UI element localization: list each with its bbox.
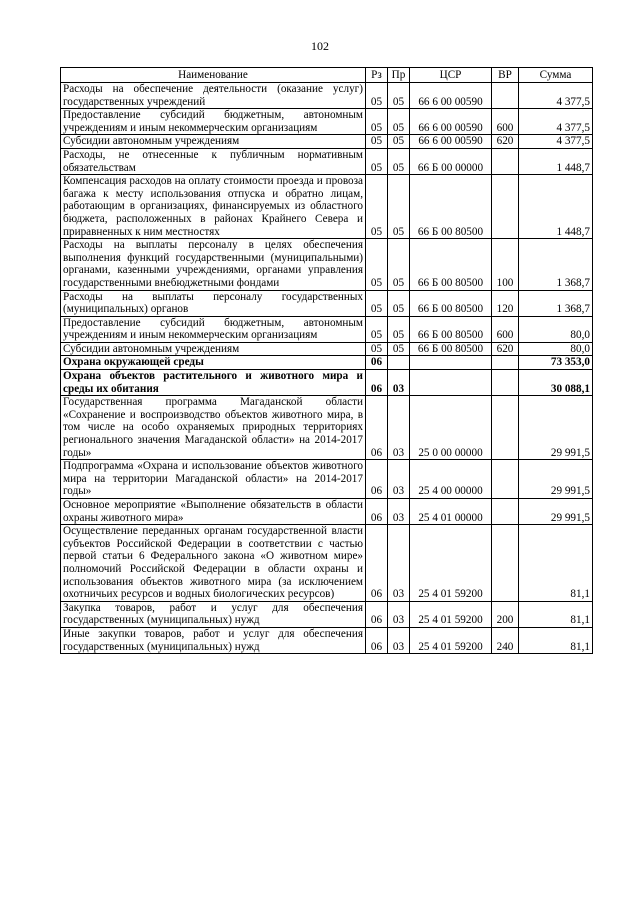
cell-vr <box>492 460 519 499</box>
cell-pr: 05 <box>388 175 410 239</box>
cell-pr: 03 <box>388 601 410 627</box>
header-pr: Пр <box>388 68 410 83</box>
page-number: 102 <box>311 39 329 53</box>
cell-sum: 29 991,5 <box>519 460 593 499</box>
table-row <box>61 460 593 499</box>
table-row <box>61 83 593 109</box>
table-row <box>61 627 593 653</box>
cell-name: Охрана объектов растительного и животного мира и среды их обитания <box>61 370 366 396</box>
cell-sum: 1 448,7 <box>519 175 593 239</box>
cell-name: Основное мероприятие «Выполнение обязательств в области охраны животного мира» <box>61 499 366 525</box>
cell-rz: 06 <box>366 460 388 499</box>
cell-csr: 66 Б 00 80500 <box>410 290 492 316</box>
cell-pr: 03 <box>388 627 410 653</box>
cell-csr: 25 4 01 59200 <box>410 627 492 653</box>
cell-rz: 06 <box>366 370 388 396</box>
table-row <box>61 601 593 627</box>
cell-rz: 05 <box>366 135 388 149</box>
cell-name: Осуществление переданных органам государственной власти субъектов Российской Федерации в соответствии с частью первой статьи 6 Федерального закона «О животном мире» полномочий Российской Федерации в области охраны и использования объектов животного мира (за исключением охотничьих ресурсов и водных биологических ресурсов) <box>61 525 366 602</box>
cell-name: Иные закупки товаров, работ и услуг для обеспечения государственных (муниципальных) нужд <box>61 627 366 653</box>
cell-name: Расходы на выплаты персоналу государственных (муниципальных) органов <box>61 290 366 316</box>
cell-sum: 73 353,0 <box>519 356 593 370</box>
cell-csr: 25 4 00 00000 <box>410 460 492 499</box>
cell-rz: 06 <box>366 601 388 627</box>
cell-pr: 03 <box>388 370 410 396</box>
cell-sum: 30 088,1 <box>519 370 593 396</box>
cell-vr: 120 <box>492 290 519 316</box>
cell-rz: 06 <box>366 627 388 653</box>
cell-sum: 81,1 <box>519 601 593 627</box>
cell-vr: 620 <box>492 135 519 149</box>
cell-pr: 03 <box>388 525 410 602</box>
table-row <box>61 239 593 290</box>
cell-csr: 66 6 00 00590 <box>410 135 492 149</box>
cell-sum: 81,1 <box>519 525 593 602</box>
cell-csr <box>410 356 492 370</box>
table-row <box>61 370 593 396</box>
cell-name: Компенсация расходов на оплату стоимости проезда и провоза багажа к месту использования отпуска и обратно лицам, работающим в организациях, финансируемых из областного бюджета, расположенных в районах Крайнего Севера и приравненных к ним местностях <box>61 175 366 239</box>
cell-pr: 03 <box>388 499 410 525</box>
cell-csr: 66 Б 00 80500 <box>410 239 492 290</box>
header-name: Наименование <box>61 68 366 83</box>
cell-name: Субсидии автономным учреждениям <box>61 135 366 149</box>
cell-sum: 81,1 <box>519 627 593 653</box>
cell-csr <box>410 370 492 396</box>
cell-name: Предоставление субсидий бюджетным, автономным учреждениям и иным некоммерческим организациям <box>61 316 366 342</box>
cell-vr: 200 <box>492 601 519 627</box>
cell-pr: 05 <box>388 316 410 342</box>
cell-pr <box>388 356 410 370</box>
cell-rz: 05 <box>366 148 388 174</box>
cell-sum: 4 377,5 <box>519 109 593 135</box>
cell-csr: 25 4 01 59200 <box>410 525 492 602</box>
cell-sum: 4 377,5 <box>519 135 593 149</box>
cell-name: Субсидии автономным учреждениям <box>61 342 366 356</box>
table-row <box>61 316 593 342</box>
cell-pr: 05 <box>388 109 410 135</box>
cell-vr: 100 <box>492 239 519 290</box>
cell-csr: 66 Б 00 80500 <box>410 175 492 239</box>
cell-csr: 25 4 01 00000 <box>410 499 492 525</box>
cell-name: Расходы, не отнесенные к публичным нормативным обязательствам <box>61 148 366 174</box>
cell-rz: 05 <box>366 316 388 342</box>
cell-pr: 05 <box>388 135 410 149</box>
cell-rz: 05 <box>366 342 388 356</box>
header-vr: ВР <box>492 68 519 83</box>
cell-vr: 600 <box>492 109 519 135</box>
cell-csr: 25 0 00 00000 <box>410 396 492 460</box>
cell-pr: 05 <box>388 83 410 109</box>
budget-table <box>60 67 593 654</box>
cell-rz: 06 <box>366 356 388 370</box>
cell-csr: 66 Б 00 80500 <box>410 342 492 356</box>
header-csr: ЦСР <box>410 68 492 83</box>
table-row <box>61 175 593 239</box>
cell-vr <box>492 148 519 174</box>
cell-name: Закупка товаров, работ и услуг для обеспечения государственных (муниципальных) нужд <box>61 601 366 627</box>
cell-pr: 05 <box>388 239 410 290</box>
table-row <box>61 109 593 135</box>
header-rz: Рз <box>366 68 388 83</box>
cell-sum: 4 377,5 <box>519 83 593 109</box>
cell-rz: 05 <box>366 109 388 135</box>
cell-vr <box>492 83 519 109</box>
cell-vr <box>492 525 519 602</box>
cell-csr: 66 Б 00 80500 <box>410 316 492 342</box>
cell-name: Государственная программа Магаданской области «Сохранение и воспроизводство объектов животного мира, в том числе на особо охраняемых природных территориях регионального значения Магаданской области» на 2014-2017 годы» <box>61 396 366 460</box>
cell-csr: 25 4 01 59200 <box>410 601 492 627</box>
cell-pr: 05 <box>388 148 410 174</box>
cell-name: Расходы на обеспечение деятельности (оказание услуг) государственных учреждений <box>61 83 366 109</box>
cell-rz: 06 <box>366 499 388 525</box>
cell-sum: 1 368,7 <box>519 239 593 290</box>
cell-sum: 80,0 <box>519 316 593 342</box>
table-header-row <box>61 68 593 83</box>
cell-pr: 05 <box>388 290 410 316</box>
cell-name: Предоставление субсидий бюджетным, автономным учреждениям и иным некоммерческим организациям <box>61 109 366 135</box>
cell-pr: 03 <box>388 460 410 499</box>
table-row <box>61 290 593 316</box>
cell-rz: 05 <box>366 83 388 109</box>
cell-pr: 03 <box>388 396 410 460</box>
cell-sum: 29 991,5 <box>519 499 593 525</box>
cell-vr <box>492 499 519 525</box>
table-row <box>61 135 593 149</box>
table-row <box>61 356 593 370</box>
cell-vr <box>492 175 519 239</box>
cell-sum: 80,0 <box>519 342 593 356</box>
cell-rz: 06 <box>366 396 388 460</box>
cell-vr: 620 <box>492 342 519 356</box>
cell-rz: 05 <box>366 290 388 316</box>
table-row <box>61 396 593 460</box>
cell-sum: 1 368,7 <box>519 290 593 316</box>
cell-csr: 66 Б 00 00000 <box>410 148 492 174</box>
cell-vr <box>492 370 519 396</box>
cell-name: Подпрограмма «Охрана и использование объектов животного мира на территории Магаданской области» на 2014-2017 годы» <box>61 460 366 499</box>
cell-csr: 66 6 00 00590 <box>410 83 492 109</box>
table-row <box>61 342 593 356</box>
cell-name: Охрана окружающей среды <box>61 356 366 370</box>
cell-pr: 05 <box>388 342 410 356</box>
cell-rz: 06 <box>366 525 388 602</box>
cell-vr <box>492 356 519 370</box>
table-row <box>61 499 593 525</box>
cell-sum: 29 991,5 <box>519 396 593 460</box>
cell-name: Расходы на выплаты персоналу в целях обеспечения выполнения функций государственными (муниципальными) органами, казенными учреждениями, органами управления государственными внебюджетными фондами <box>61 239 366 290</box>
cell-csr: 66 6 00 00590 <box>410 109 492 135</box>
table-row <box>61 525 593 602</box>
cell-rz: 05 <box>366 239 388 290</box>
table-row <box>61 148 593 174</box>
header-sum: Сумма <box>519 68 593 83</box>
cell-rz: 05 <box>366 175 388 239</box>
cell-vr: 240 <box>492 627 519 653</box>
table-body <box>61 83 593 654</box>
cell-vr <box>492 396 519 460</box>
cell-vr: 600 <box>492 316 519 342</box>
cell-sum: 1 448,7 <box>519 148 593 174</box>
